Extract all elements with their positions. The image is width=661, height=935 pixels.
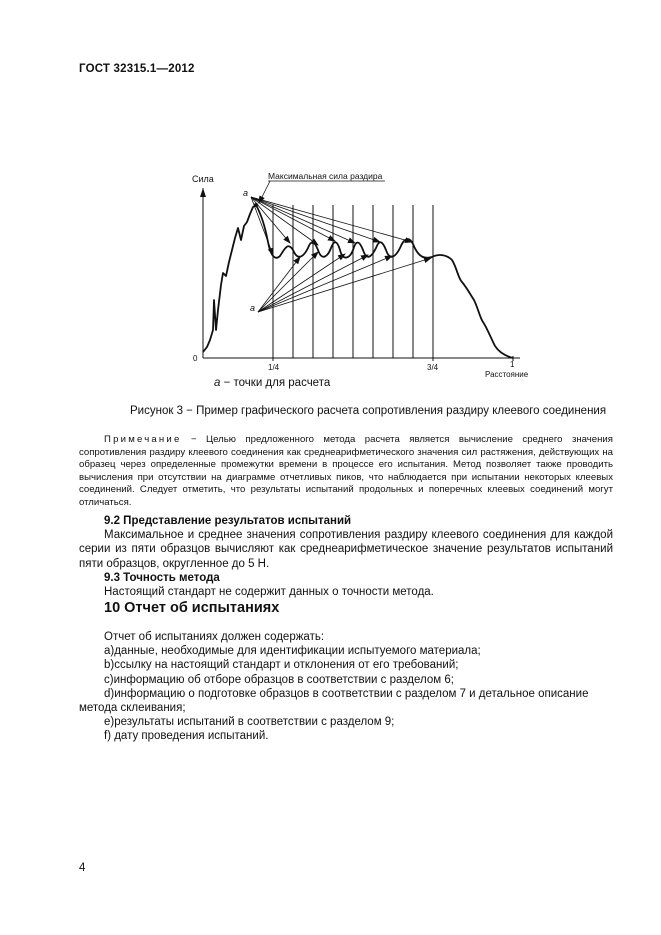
y-axis-label: Сила [192,174,214,184]
point-label-lower: a [250,303,256,313]
section-9-2-heading: 9.2 Представление результатов испытаний [104,515,352,527]
origin-label: 0 [193,354,198,363]
page-number: 4 [79,862,86,874]
note-text: − Целью предложенного метода расчета является вычисление среднего значения сопротивления раздиру клеевого соединения как среднеарифметического значения сил растяжения, действующих на образец через определенные промежутки времени в процессе его испытания. Метод позволяет также проводить вычисления при отсутствии на диаграмме отчетливых пиков, что наблюдается при испытании некоторых клеевых соединений. Следует отметить, что результаты испытаний продольных и поперечных клеевых соединений могут отличаться. [79,434,613,508]
section-10-title: 10 Отчет об испытаниях [104,600,280,616]
figure-legend [214,377,330,389]
list-item: a)данные, необходимые для идентификации испытуемого материала; [104,645,481,658]
tick-label-three-quarter: 3/4 [427,363,439,372]
max-peak-dot [254,203,258,207]
note-paragraph [79,434,613,509]
lower-point-arrows [258,252,431,312]
legend-symbol: a [214,377,221,389]
tick-label-quarter: 1/4 [268,363,280,372]
tick-label-one: 1 [510,360,515,369]
x-axis-label: Расстояние [485,370,529,379]
max-force-label: Максимальная сила раздира [268,171,383,181]
point-label-upper: a [243,188,249,198]
list-item: f) дату проведения испытаний. [104,730,269,743]
list-item: d)информацию о подготовке образцов в соответствии с разделом 7 и детальное описание метода склеивания; [79,687,589,715]
section-9-2-text: Максимальное и среднее значения сопротивления раздиру клеевого соединения для каждой серии из пяти образцов вычисляют как среднеарифметическое значение результатов испытаний пяти образцов, округленное до 5 Н. [79,529,613,570]
section-9-3-heading: 9.3 Точность метода [104,571,220,584]
section-9-2 [79,514,613,599]
note-label: Примечание [104,434,182,445]
document-header: ГОСТ 32315.1—2012 [79,63,195,75]
section-9-3-text: Настоящий стандарт не содержит данных о точности метода. [104,586,434,599]
force-curve [203,205,513,358]
report-contents-list [79,630,613,744]
legend-text: − точки для расчета [220,377,331,389]
list-item: c)информацию об отборе образцов в соответствии с разделом 6; [104,673,454,686]
tear-force-diagram [0,0,661,400]
interval-lines [273,205,433,358]
figure-caption: Рисунок 3 − Пример графического расчета сопротивления раздиру клеевого соединения [130,405,607,417]
list-item: e)результаты испытаний в соответствии с разделом 9; [104,716,395,729]
list-item: b)ссылку на настоящий стандарт и отклонения от его требований; [104,659,459,672]
report-list-intro: Отчет об испытаниях должен содержать: [104,631,325,643]
